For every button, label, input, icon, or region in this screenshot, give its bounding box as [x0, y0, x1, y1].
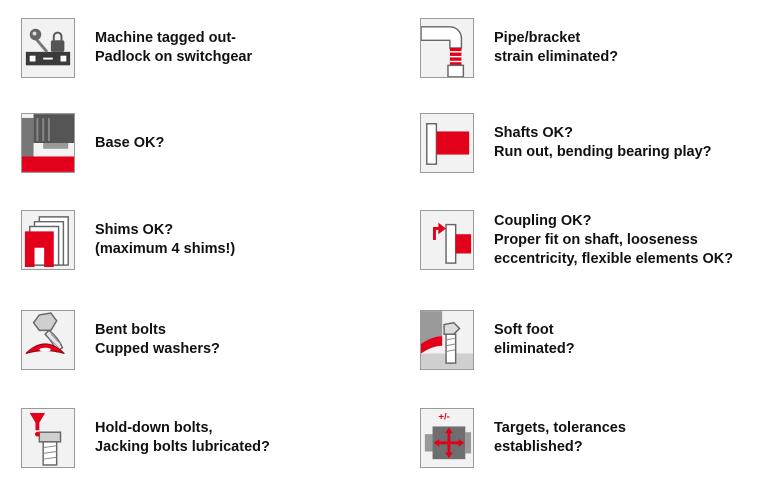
checklist-item-label: Machine tagged out- Padlock on switchgear	[95, 30, 253, 65]
coupling-icon	[420, 210, 474, 270]
padlock-switchgear-icon	[21, 18, 75, 78]
base-icon	[21, 113, 75, 173]
checklist-item-pipe-bracket	[420, 18, 618, 78]
checklist-item-base	[21, 113, 164, 173]
checklist-item-hold-down-bolts	[21, 408, 270, 468]
checklist-item-label: Base OK?	[95, 134, 165, 151]
checklist-item-shims	[21, 210, 235, 270]
checklist-item-bent-bolts	[21, 310, 220, 370]
checklist-item-label: Shafts OK? Run out, bending bearing play?	[494, 125, 712, 160]
checklist-item-targets	[420, 408, 626, 468]
bent-bolt-washer-icon	[21, 310, 75, 370]
targets-tolerances-icon	[420, 408, 474, 468]
soft-foot-icon	[420, 310, 474, 370]
checklist-item-label: Pipe/bracket strain eliminated?	[494, 30, 619, 65]
shims-icon	[21, 210, 75, 270]
pipe-bracket-icon	[420, 18, 474, 78]
checklist-item-label: Soft foot eliminated?	[494, 322, 575, 357]
checklist-item-soft-foot	[420, 310, 575, 370]
checklist-item-label: Targets, tolerances established?	[494, 420, 626, 455]
tolerance-symbol: +/-	[438, 411, 450, 423]
checklist-item-label: Shims OK? (maximum 4 shims!)	[95, 222, 236, 257]
checklist-item-padlock	[21, 18, 252, 78]
checklist-item-label: Coupling OK? Proper fit on shaft, looseness eccentricity, flexible elements OK?	[494, 212, 734, 267]
checklist-item-coupling	[420, 210, 733, 270]
checklist-item-label: Bent bolts Cupped washers?	[95, 322, 220, 357]
checklist-item-shafts	[420, 113, 712, 173]
shaft-icon	[420, 113, 474, 173]
lubricated-bolt-icon	[21, 408, 75, 468]
checklist-item-label: Hold-down bolts, Jacking bolts lubricated?	[95, 420, 270, 455]
